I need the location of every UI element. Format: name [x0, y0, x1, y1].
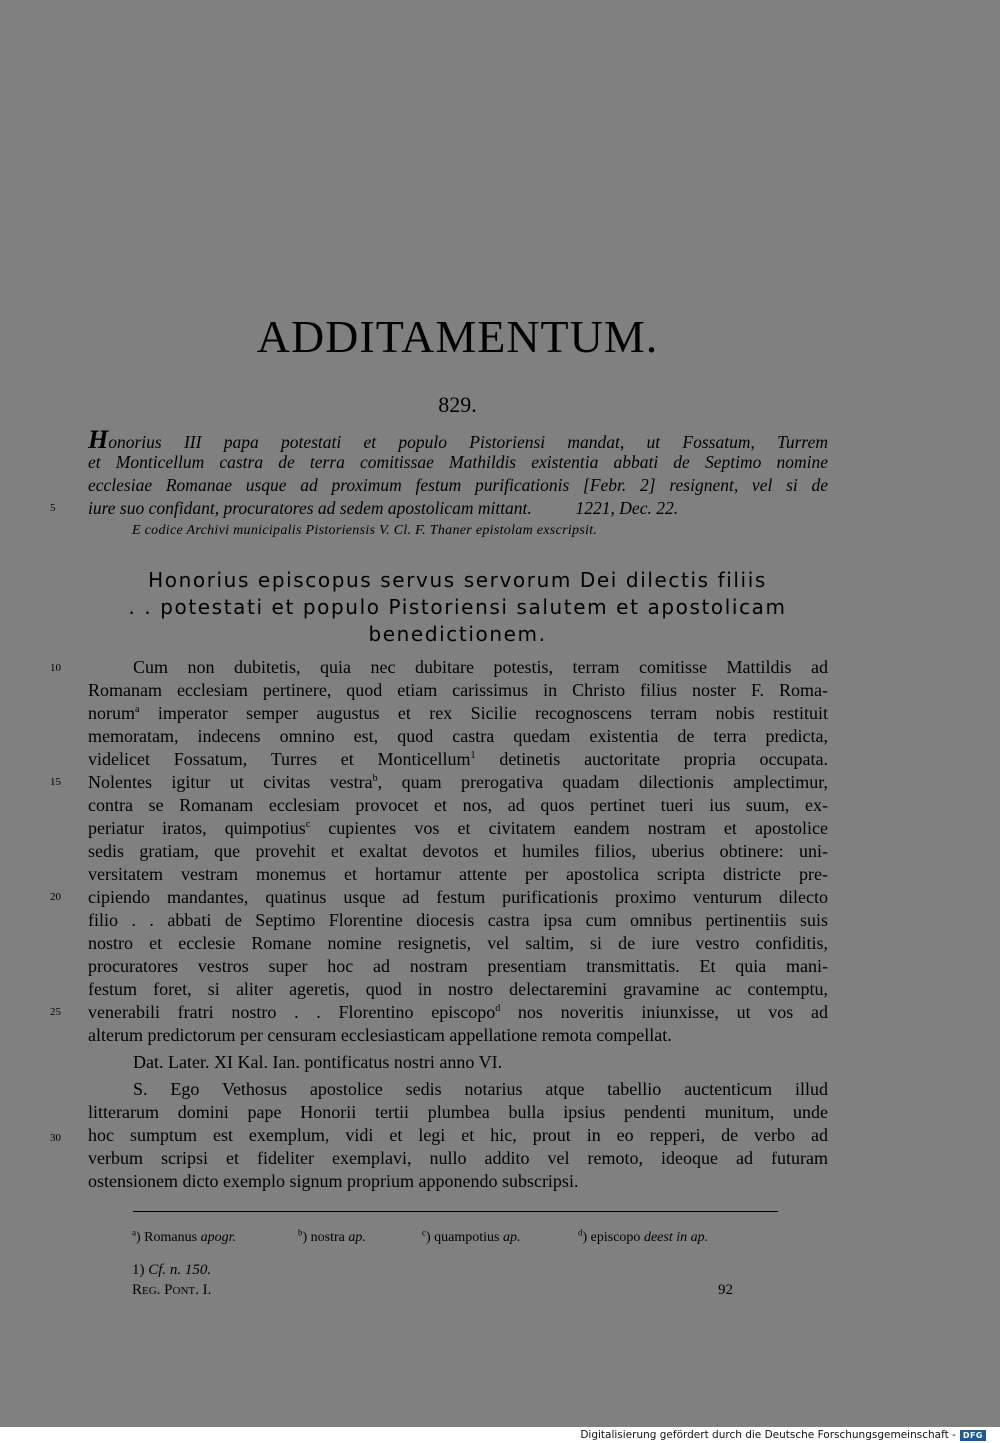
- footnote-mark: b: [372, 773, 378, 784]
- dfg-notice-text: Digitalisierung gefördert durch die Deutsche Forschungsgemeinschaft -: [580, 1429, 956, 1441]
- body-line: Romanam ecclesiam pertinere, quod etiam carissimus in Christo filius noster F. Roma-: [88, 680, 828, 700]
- line-number: 10: [50, 662, 61, 674]
- regest-line-1: Honorius III papa potestati et populo Pistoriensi mandat, ut Fossatum, Turrem: [88, 425, 828, 454]
- regest-line-4: iure suo confidant, procuratores ad sedem apostolicam mittant. 1221, Dec. 22.: [88, 498, 679, 518]
- body-line: nostro et ecclesie Romane nomine resignetis, vel saltim, si de iure vestro confiditis,: [88, 933, 828, 953]
- line-number: 15: [50, 776, 61, 788]
- body-line: venerabili fratri nostro . . Florentino episcopo$^d$ nos noveritis iniunxisse, ut vos ad: [88, 1002, 829, 1022]
- regest-initial: H: [88, 425, 109, 454]
- salutation-line-3: benedictionem.: [368, 622, 547, 646]
- regest-line-2: et Monticellum castra de terra comitissae Mathildis existentia abbati de Septimo nomine: [88, 452, 828, 472]
- reference-note: 1) Cf. n. 150.: [132, 1262, 212, 1278]
- footnote-divider: [133, 1211, 778, 1212]
- body-line: norum$^a$ imperator semper augustus et rex Sicilie recognoscens terram nobis restituit: [88, 703, 828, 723]
- body-line: videlicet Fossatum, Turres et Monticellum$^1$ detinetis auctoritate propria occupata.: [88, 749, 828, 769]
- line-number: 20: [50, 891, 61, 903]
- footnote-a: $^a$) Romanus apogr.: [132, 1227, 236, 1245]
- body-line: memoratam, indecens omnino est, quod castra quedam existentia de terra predicta,: [88, 726, 828, 746]
- footnote-b: $^b$) nostra ap.: [298, 1227, 366, 1245]
- document-number: 829.: [438, 392, 477, 417]
- body-line: versitatem vestram monemus et hortamur attente per apostolica scripta districte pre-: [88, 864, 828, 884]
- dating-clause: Dat. Later. XI Kal. Ian. pontificatus nostri anno VI.: [133, 1052, 503, 1072]
- footnote-mark: a: [135, 704, 140, 715]
- line-number: 5: [50, 502, 56, 514]
- notary-line: litterarum domini pape Honorii tertii plumbea bulla ipsius pendenti munitum, unde: [88, 1102, 828, 1122]
- body-line: periatur iratos, quimpotius$^c$ cupientes vos et civitatem eandem nostram et apostolice: [88, 818, 829, 838]
- page-title: ADDITAMENTUM.: [256, 311, 659, 362]
- body-line: alterum predictorum per censuram ecclesiasticam appellatione remota compellat.: [88, 1025, 672, 1045]
- notary-line: hoc sumptum est exemplum, vidi et legi et hic, prout in eo repperi, de verbo ad: [88, 1125, 828, 1145]
- regest-line-3: ecclesiae Romanae usque ad proximum festum purificationis [Febr. 2] resignent, vel si de: [88, 475, 828, 495]
- notary-line: S. Ego Vethosus apostolice sedis notarius atque tabellio auctenticum illud: [133, 1079, 828, 1099]
- body-line: Cum non dubitetis, quia nec dubitare potestis, terram comitisse Mattildis ad: [133, 657, 828, 677]
- notary-line: verbum scripsi et fideliter exemplavi, nullo addito vel remoto, ideoque ad futuram: [88, 1148, 828, 1168]
- notary-line: ostensionem dicto exemplo signum proprium apponendo subscripsi.: [88, 1171, 579, 1191]
- body-line: festum foret, si aliter ageretis, quod in nostro delectaremini gravamine ac contemptu,: [88, 979, 828, 999]
- salutation-line-2: . . potestati et populo Pistoriensi salutem et apostolicam: [128, 595, 787, 619]
- page-number: 92: [718, 1282, 733, 1298]
- source-note: E codice Archivi municipalis Pistoriensis V. Cl. F. Thaner epistolam exscripsit.: [132, 523, 598, 538]
- dfg-funding-notice: [580, 1427, 986, 1443]
- signature-mark: Reg. Pont. I.: [132, 1282, 212, 1298]
- footnote-c: $^c$) quampotius ap.: [422, 1227, 521, 1245]
- footnote-mark: 1: [470, 750, 476, 761]
- footnote-mark: d: [495, 1003, 501, 1014]
- body-line: procuratores vestros super hoc ad nostram presentiam transmittatis. Et quia mani-: [88, 956, 828, 976]
- footnote-mark: c: [305, 819, 311, 830]
- dfg-logo-icon: DFG: [960, 1430, 986, 1441]
- body-line: Nolentes igitur ut civitas vestra$^b$, quam prerogativa quadam dilectionis amplectimur,: [88, 772, 828, 792]
- body-line: cipiendo mandantes, quatinus usque ad festum purificationis proximo venturum dilecto: [88, 887, 828, 907]
- line-number: 25: [50, 1006, 61, 1018]
- body-line: filio . . abbati de Septimo Florentine diocesis castra ipsa cum omnibus pertinentiis suis: [88, 910, 828, 930]
- body-line: sedis gratiam, que provehit et exaltat devotos et humiles filios, uberius obtinere: uni-: [88, 841, 828, 861]
- body-line: contra se Romanam ecclesiam provocet et nos, ad quos pertinet tueri ius suum, ex-: [88, 795, 828, 815]
- footnote-d: $^d$) episcopo deest in ap.: [578, 1227, 709, 1245]
- line-number: 30: [50, 1132, 61, 1144]
- salutation-line-1: Honorius episcopus servus servorum Dei dilectis filiis: [148, 568, 767, 592]
